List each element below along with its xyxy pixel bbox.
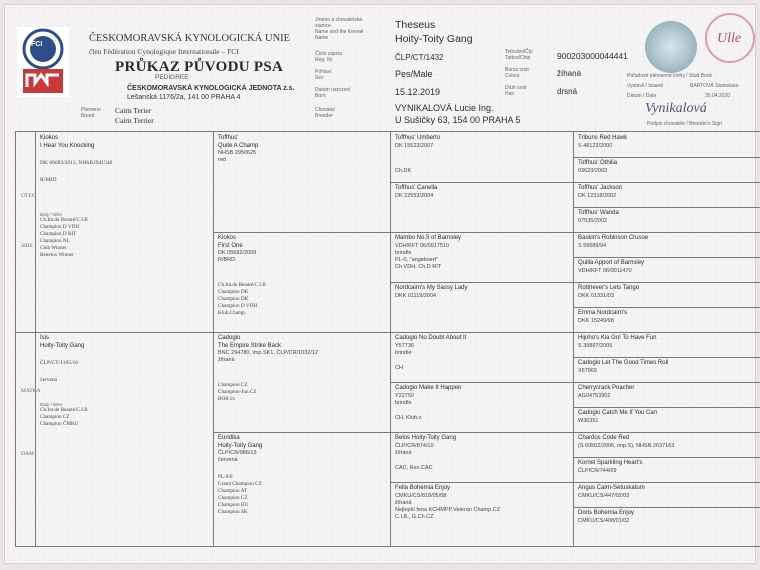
gen3-reg: DKK 01119/2004: [395, 292, 437, 299]
sire-title: Champion D VDH: [40, 224, 80, 230]
gen4-name: Angus Cairn-Setuskatum: [578, 485, 645, 491]
gen3-name: Fella Bohemia Enjoy: [395, 485, 451, 491]
gen3-reg: VDH/KFT 06/0017510: [395, 242, 450, 249]
org-subtitle: člen Fédération Cynologique Internationale – FCI: [89, 47, 239, 56]
sire-titles-label: tituly / titles: [40, 212, 63, 217]
document-subtitle: PEDIGREE: [155, 74, 189, 81]
gen2-ds-colour: žíhaná: [218, 357, 235, 363]
pedigree-document: [4, 4, 756, 564]
gen3-cell: [395, 235, 570, 271]
breed-cz: Cairn Terier: [115, 106, 152, 115]
gen3-reg: DK 22553/2004: [395, 192, 434, 199]
gen4-reg: DK 12318/2002: [578, 192, 617, 199]
gen2-sd-colour: R/BRD: [218, 257, 236, 263]
gen3-name: Cadogio No Doubt About It: [395, 335, 467, 341]
gen2-dd-title: Grand Champion CZ: [218, 481, 262, 487]
studbook-label: Pořadové plemenné knihy / Stud Book: [627, 73, 713, 79]
gen2-sd-reg: DK 05692/2009: [218, 250, 257, 256]
gen4-reg: S 59689/94: [578, 242, 607, 249]
breeder-signature: Vynikalová: [645, 101, 707, 116]
gen2-ds-cell: [218, 335, 388, 403]
sire-title: Club Winner: [40, 245, 67, 251]
gen4-reg: CMKU/CS/447/02/03: [578, 492, 630, 499]
gen3-name: Toffhus' Umberto: [395, 135, 441, 141]
gen2-ds-title: Champion-Jun.CZ: [218, 389, 257, 395]
gen4-name: Baskin's Robinson Crusoe: [578, 235, 649, 241]
gen4-cell: [578, 485, 760, 500]
gen3-extra: CH. Klub.v.: [395, 414, 423, 421]
dam-colour: červená: [40, 377, 58, 383]
gen3-extra: žíhaná: [395, 449, 412, 456]
dog-chip: 900203000044441: [557, 51, 628, 61]
gen4-name: Chardos Code Red: [578, 435, 630, 441]
gen3-extra: žíhaná: [395, 499, 412, 506]
gen2-dd-title: Champion AT: [218, 488, 247, 494]
gen2-ds-reg: BNC 294780, imp.SK1, ČLP/CR/1032/12: [218, 350, 318, 356]
gen2-dd-title: PL-0/0: [218, 474, 233, 480]
gen2-ds-title: Champion CZ: [218, 382, 248, 388]
gen4-name: Toffhus' Wanda: [578, 210, 619, 216]
label-matka: MATKA: [21, 388, 41, 394]
gen2-sd-name1: Kiokos: [218, 235, 237, 241]
dam-titles-label: tituly / titles: [40, 402, 63, 407]
gen4-name: Rottriever's Lets Tango: [578, 285, 640, 291]
breed-label: Plemeno Breed: [81, 107, 101, 119]
fci-logo-icon: [17, 27, 69, 97]
gen3-extra: brindle: [395, 399, 412, 406]
gen2-sd-title: Champion D VDH: [218, 303, 258, 309]
breeder-address: U Sušičky 63, 154 00 PRAHA 5: [395, 115, 521, 125]
gen4-reg: AG04753902: [578, 392, 611, 399]
gen4-cell: [578, 410, 760, 425]
issued-label: Vystavil / Issued: [627, 83, 663, 89]
sex-label: Pohlaví Sex: [315, 69, 332, 81]
document-title: PRŮKAZ PŮVODU PSA: [115, 59, 284, 75]
gen4-name: Toffhus' Jackson: [578, 185, 623, 191]
org-name: ČESKOMORAVSKÁ KYNOLOGICKÁ UNIE: [89, 33, 291, 44]
gen2-sd-title: Ch.Int.de Beauté/C.I.B: [218, 282, 266, 288]
dog-dob: 15.12.2019: [395, 87, 441, 97]
gen4-reg: CMKU/CS/408/01/02: [578, 517, 630, 524]
gen2-ss-cell: [218, 135, 388, 164]
gen4-name: Tribuns Red Hawk: [578, 135, 628, 141]
gen4-cell: [578, 510, 760, 525]
gen4-cell: [578, 435, 760, 450]
fci-logo-text: FCI: [31, 41, 43, 48]
dob-label: Datum narození Born: [315, 87, 351, 99]
sire-title: Ch.Int.de Beauté/C.I.B: [40, 217, 88, 223]
label-dam: DAM: [21, 451, 34, 457]
gen4-cell: [578, 185, 760, 200]
gen3-cell: [395, 335, 570, 372]
gen4-reg: VDH/KFT 06/0011470: [578, 267, 632, 274]
gen4-cell: [578, 135, 760, 150]
stamp-signature: Ulle: [717, 31, 742, 46]
gen2-dd-title: Champion SK: [218, 509, 248, 515]
gen4-cell: [578, 260, 760, 275]
label-otec: OTEC: [21, 193, 36, 199]
gen2-dd-title: Champion HU: [218, 502, 249, 508]
gen2-dd-title: Champion CZ: [218, 495, 248, 501]
gen3-cell: [395, 135, 570, 175]
dog-colour: žíhaná: [557, 69, 582, 78]
dam-name1: Isis: [40, 335, 49, 341]
gen3-extra: Nejlepší fena KCHMPP.Veterán Champ.CZ: [395, 506, 501, 513]
label-sire: SIRE: [21, 243, 33, 249]
dog-sex: Pes/Male: [395, 69, 433, 79]
gen3-cell: [395, 185, 570, 200]
dam-name2: Hoity-Toity Gang: [40, 342, 85, 349]
club-name: ČESKOMORAVSKÁ KYNOLOGICKÁ JEDNOTA z.s.: [127, 85, 295, 92]
gen3-name: Nordcairn's My Sassy Lady: [395, 285, 468, 291]
gen3-reg: ČLP/CR/874/10: [395, 442, 434, 449]
gen4-name: Doris Bohemia Enjoy: [578, 510, 635, 516]
name-label: Jméno a chovatelská stanice Name and the Kennel Name: [315, 17, 364, 41]
gen4-reg: X67969: [578, 367, 597, 374]
gen4-reg: ČLP/CR/744/09: [578, 467, 617, 474]
gen3-cell: [395, 485, 570, 521]
gen3-reg: Y57736: [395, 342, 414, 349]
issued-by: BARTOVÁ Stanislava: [690, 83, 739, 89]
gen4-name: Kornel Sparkling Heart's: [578, 460, 643, 466]
gen3-name: Belos Hoity-Toity Gang: [395, 435, 457, 441]
gen4-name: Emma Nordcairn's: [578, 310, 628, 316]
gen3-name: Cadogio Make It Happen: [395, 385, 462, 391]
gen3-extra: CH: [395, 364, 403, 371]
gen4-reg: 07535/2002: [578, 217, 608, 224]
gen4-cell: [578, 160, 760, 175]
gen2-dd-name2: Hoity-Toity Gang: [218, 442, 263, 449]
gen4-reg: (S 60502/2006, imp.S), NHSB 2637163: [578, 442, 675, 449]
breed-en: Cairn Terrier: [115, 116, 154, 125]
breeder-name: VYNIKALOVÁ Lucie Ing.: [395, 103, 494, 113]
gen2-ss-name1: Toffhus': [218, 135, 239, 141]
gen4-name: Cadogio Catch Me If You Can: [578, 410, 658, 416]
gen4-name: Cadogio Let The Good Times Roll: [578, 360, 669, 366]
sire-cell: [40, 135, 210, 259]
gen4-cell: [578, 310, 760, 325]
reg-label: Číslo zápisu Reg. Nr.: [315, 51, 343, 63]
pedigree-grid: [15, 131, 760, 547]
gen4-name: Quilla Apport of Barnsley: [578, 260, 645, 266]
gen2-ds-title: BOB 2x: [218, 396, 236, 402]
sire-title: Champion NL: [40, 238, 70, 244]
gen4-name: Hijoho's Kia Go! To Have Fun: [578, 335, 657, 341]
gen3-name: Toffhus' Canella: [395, 185, 438, 191]
gen3-extra: Ch.DK: [395, 167, 412, 174]
gen4-reg: S 39897/2005: [578, 342, 613, 349]
chip-label: Tetování/Čip Tattoo/Chip: [505, 49, 533, 61]
gen2-sd-title: Champion DK: [218, 296, 249, 302]
gen4-reg: S 48123/2000: [578, 142, 613, 149]
gen2-dd-cell: [218, 435, 388, 516]
gen4-cell: [578, 385, 760, 400]
gen4-name: Cherrycrack Poacher: [578, 385, 635, 391]
gen4-cell: [578, 335, 760, 350]
sire-title: Benelux Winner: [40, 252, 74, 258]
gen2-ds-name1: Cadogio: [218, 335, 241, 341]
issue-date: 30.04.2020: [705, 93, 731, 99]
dog-reg: ČLP/CT/1432: [395, 53, 444, 62]
gen3-reg: Y22750: [395, 392, 414, 399]
gen4-cell: [578, 360, 760, 375]
gen3-cell: [395, 435, 570, 472]
sire-reg: DK 06693/2013, NHSB2941546: [40, 160, 113, 166]
gen4-reg: DKK 15249/98: [578, 317, 614, 324]
gen3-cell: [395, 285, 570, 300]
dog-name: Theseus: [395, 19, 436, 31]
dam-reg: ČLP/CT/1165/16: [40, 360, 78, 366]
colour-label: Barva srsti Colour: [505, 67, 529, 79]
hologram-stamp-icon: [645, 21, 697, 73]
sire-colour: R/BRD: [40, 177, 57, 183]
dog-kennel: Hoity-Toity Gang: [395, 33, 473, 45]
gen4-cell: [578, 285, 760, 300]
dog-hair: drsná: [557, 87, 578, 96]
gen2-sd-title: Champion DK: [218, 289, 249, 295]
gen2-dd-name1: Euridika: [218, 435, 240, 441]
gen2-sd-name2: First One: [218, 242, 243, 249]
sire-title: Champion D RIT: [40, 231, 77, 237]
gen3-cell: [395, 385, 570, 422]
gen2-ss-reg: NHSB 2950625: [218, 150, 257, 156]
sire-name2: I Hear You Knocking: [40, 142, 95, 149]
gen3-extra: brindle: [395, 349, 412, 356]
gen4-name: Toffhus' Othilia: [578, 160, 618, 166]
gen2-ss-colour: red: [218, 157, 226, 163]
gen2-ds-name2: The Empire Strike Back: [218, 342, 282, 349]
gen2-sd-cell: [218, 235, 388, 317]
gen2-sd-title: Klub.Champ.: [218, 310, 246, 316]
gen3-name: Mambo No.5 of Barnsley: [395, 235, 462, 241]
gen4-reg: DKK 01331/03: [578, 292, 614, 299]
gen2-dd-reg: ČLP/CR/986/13: [218, 450, 257, 456]
gen3-reg: CMKU/CS/818/05/08: [395, 492, 447, 499]
gen3-extra: PL-0, "angekoert": [395, 256, 439, 263]
club-address: Lešanská 1176/2a, 141 00 PRAHA 4: [127, 94, 241, 101]
dam-title: Ch.Int.de Beauté/C.I.B: [40, 407, 88, 413]
dam-title: Champion ČMKU: [40, 421, 79, 427]
gen3-extra: C.I.B., G.Ch.CZ: [395, 513, 434, 520]
hair-label: Druh srsti Hair: [505, 85, 527, 97]
breeder-label: Chovatel Breeder: [315, 107, 335, 119]
gen2-dd-colour: červená: [218, 457, 238, 463]
sire-name1: Kiokos: [40, 135, 59, 141]
gen4-cell: [578, 235, 760, 250]
gen4-cell: [578, 210, 760, 225]
gen3-extra: CAC, Res.CAC: [395, 464, 433, 471]
gen4-reg: W36351: [578, 417, 599, 424]
gen4-cell: [578, 460, 760, 475]
gen3-reg: DK 15523/2007: [395, 142, 434, 149]
gen3-extra: Ch.VDH, Ch.D RIT: [395, 263, 442, 270]
date-label: Datum / Date: [627, 93, 657, 99]
signature-label: Podpis chovatele / Breeder's Sign: [647, 121, 722, 127]
gen2-ss-name2: Quite A Champ: [218, 142, 259, 149]
gen4-reg: 03623/2003: [578, 167, 608, 174]
gen3-extra: brindle: [395, 249, 412, 256]
dam-cell: [40, 335, 210, 428]
dam-title: Champion CZ: [40, 414, 70, 420]
